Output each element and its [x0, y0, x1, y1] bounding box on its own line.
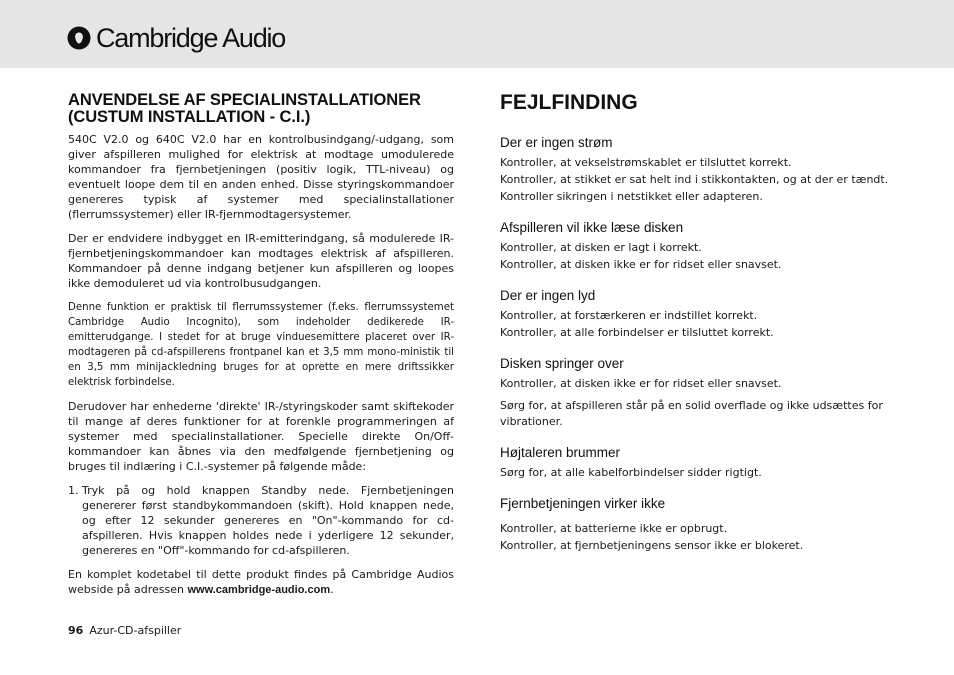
issue-line: Kontroller, at stikket er sat helt ind i stikkontakten, og at der er tændt. [500, 173, 889, 186]
issue-heading: Disken springer over [500, 356, 624, 371]
section-title-line1: ANVENDELSE AF SPECIALINSTALLATIONER [68, 91, 421, 109]
product-name: Azur-CD-afspiller [89, 624, 182, 637]
paragraph-ir-emitter: Der er endvidere indbygget en IR-emitterindgang, så modulerede IR-fjernbetjeningskommandoer kan modtages elektrisk af afspilleren. Kommandoer på denne indgang betjener kun afspilleren og loopes ikke demoduleret ud via kontrolbusudgangen. [68, 232, 454, 290]
issue-line: Sørg for, at alle kabelforbindelser sidder rigtigt. [500, 466, 762, 479]
issue-disc-skips [500, 356, 890, 430]
section-title [68, 92, 454, 126]
issue-line: Kontroller, at alle forbindelser er tilsluttet korrekt. [500, 326, 774, 339]
issue-speaker-hum [500, 445, 890, 481]
paragraph-direct-codes: Derudover har enhederne 'direkte' IR-/styringskoder samt skiftekoder til mange af deres funktioner for at forenkle programmeringen af systemer med specialinstallationer. Specielle direkte On/Off-kommandoer kan åbnes via den medfølgende fjernbetjening og bruges til indlæring i C.I.-systemer på følgende måde: [68, 400, 454, 473]
issue-line: Kontroller, at vekselstrømskablet er tilsluttet korrekt. [500, 156, 792, 169]
step-number: 1. [68, 484, 79, 497]
issue-line: Kontroller, at disken ikke er for ridset eller snavset. [500, 377, 782, 390]
issue-line: Kontroller sikringen i netstikket eller adapteren. [500, 190, 763, 203]
issue-line: Kontroller, at disken ikke er for ridset eller snavset. [500, 258, 782, 271]
paragraph-code-table [68, 567, 454, 598]
step-text: Tryk på og hold knappen Standby nede. Fjernbetjeningen genererer først standbykommandoen (skift). Hold knappen nede, og efter 12 sekunder genereres en "On"-kommando for cd-afspilleren. Hvis knappen holdes nede i yderligere 12 sekunder, genereres en "Off"-kommando for cd-afspilleren. [82, 484, 454, 557]
issue-line: Kontroller, at forstærkeren er indstillet korrekt. [500, 309, 758, 322]
issue-heading: Højtaleren brummer [500, 445, 621, 460]
issue-heading: Fjernbetjeningen virker ikke [500, 496, 666, 511]
issue-heading: Der er ingen lyd [500, 288, 596, 303]
page-footer [68, 624, 181, 638]
issue-no-sound [500, 288, 890, 341]
brand-logo [67, 22, 285, 54]
custom-installation-section [68, 92, 454, 607]
cambridge-audio-logo-icon [67, 26, 91, 50]
issue-remote-not-working [500, 496, 890, 554]
code-table-end: . [330, 583, 334, 596]
paragraph-multiroom: Denne funktion er praktisk til flerrumssystemer (f.eks. flerrumssystemet Cambridge Audio Incognito), som indeholder dedikerede IR-emitterudgange. I stedet for at bruge vinduesemittere placeret over IR-modtageren på cd-afspillerens frontpanel kan et 3,5 mm mono-ministik til en 3,5 mm minijackledning bruges for at oprette en mere driftssikker elektrisk forbindelse. [68, 302, 454, 388]
brand-name: Cambridge Audio [96, 23, 286, 53]
issue-heading: Afspilleren vil ikke læse disken [500, 220, 684, 235]
section-title-line2: (CUSTUM INSTALLATION - C.I.) [68, 108, 311, 126]
instruction-step [68, 483, 454, 558]
issue-paragraph: Sørg for, at afspilleren står på en solid overflade og ikke udsættes for vibrationer. [500, 399, 883, 428]
issue-line: Kontroller, at batterierne ikke er opbrugt. [500, 522, 728, 535]
page-number: 96 [68, 624, 84, 637]
page-header [0, 0, 954, 68]
issue-disc-not-read [500, 220, 890, 273]
issue-heading: Der er ingen strøm [500, 135, 613, 150]
troubleshooting-title: FEJLFINDING [500, 91, 638, 114]
troubleshooting-section [500, 90, 890, 569]
issue-line: Kontroller, at disken er lagt i korrekt. [500, 241, 702, 254]
code-table-text: En komplet kodetabel til dette produkt findes på Cambridge Audios webside på adressen [68, 568, 454, 596]
paragraph-control-bus: 540C V2.0 og 640C V2.0 har en kontrolbusindgang/-udgang, som giver afspilleren mulighed for elektrisk at modtage umodulerede kommandoer fra fjernbetjeningen (positiv logik, TTL-niveau) og eventuelt loope dem til en anden enhed. Disse styringskommandoer genereres typisk af systemer med specialinstallationer (flerrumssystemer) eller IR-fjernmodtagersystemer. [68, 133, 454, 221]
website-link[interactable]: www.cambridge-audio.com [187, 584, 331, 596]
issue-no-power [500, 135, 890, 205]
issue-line: Kontroller, at fjernbetjeningens sensor ikke er blokeret. [500, 539, 804, 552]
